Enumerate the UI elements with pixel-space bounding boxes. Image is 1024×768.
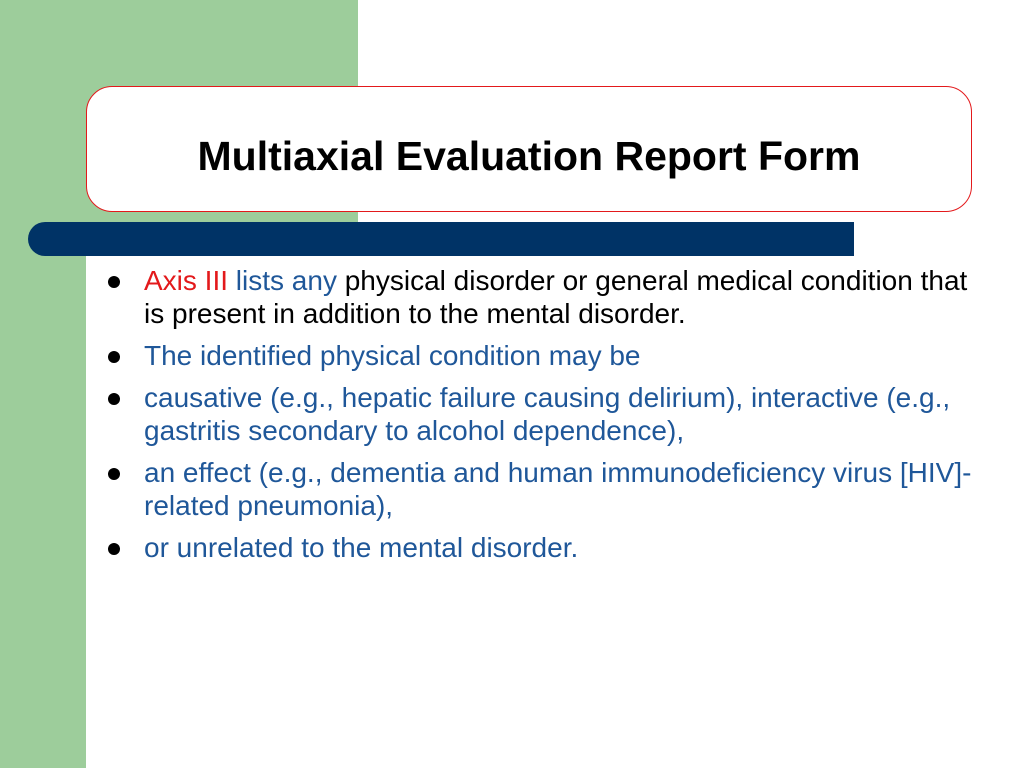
bullet-text-axis-label: Axis III (144, 265, 229, 296)
bullet-item-identified-condition (104, 339, 984, 372)
bullet-item-axis-iii (104, 264, 984, 330)
blue-divider-bar (28, 222, 854, 256)
bullet-text: causative (e.g., hepatic failure causing delirium), interactive (e.g., gastritis secondary to alcohol dependence), (144, 382, 951, 446)
slide-title: Multiaxial Evaluation Report Form (197, 132, 861, 179)
bullet-icon (108, 468, 120, 480)
bullet-item-causative (104, 381, 984, 447)
bullet-icon (108, 276, 120, 288)
bullet-icon (108, 543, 120, 555)
bullet-icon (108, 351, 120, 363)
bullet-item-effect (104, 456, 984, 522)
bullet-icon (108, 393, 120, 405)
bullet-text: or unrelated to the mental disorder. (144, 532, 579, 563)
bullet-text-lists-any: lists any (228, 265, 337, 296)
bullet-text: an effect (e.g., dementia and human immunodeficiency virus [HIV]-related pneumonia), (144, 457, 972, 521)
bullet-text-description: physical disorder or general medical condition that is present in addition to the mental disorder. (144, 265, 968, 329)
green-decor-strip (0, 238, 86, 768)
bullet-item-unrelated (104, 531, 984, 564)
bullet-list (104, 264, 984, 564)
bullet-text: The identified physical condition may be (144, 340, 641, 371)
title-box (86, 86, 972, 212)
slide-content (104, 264, 984, 573)
